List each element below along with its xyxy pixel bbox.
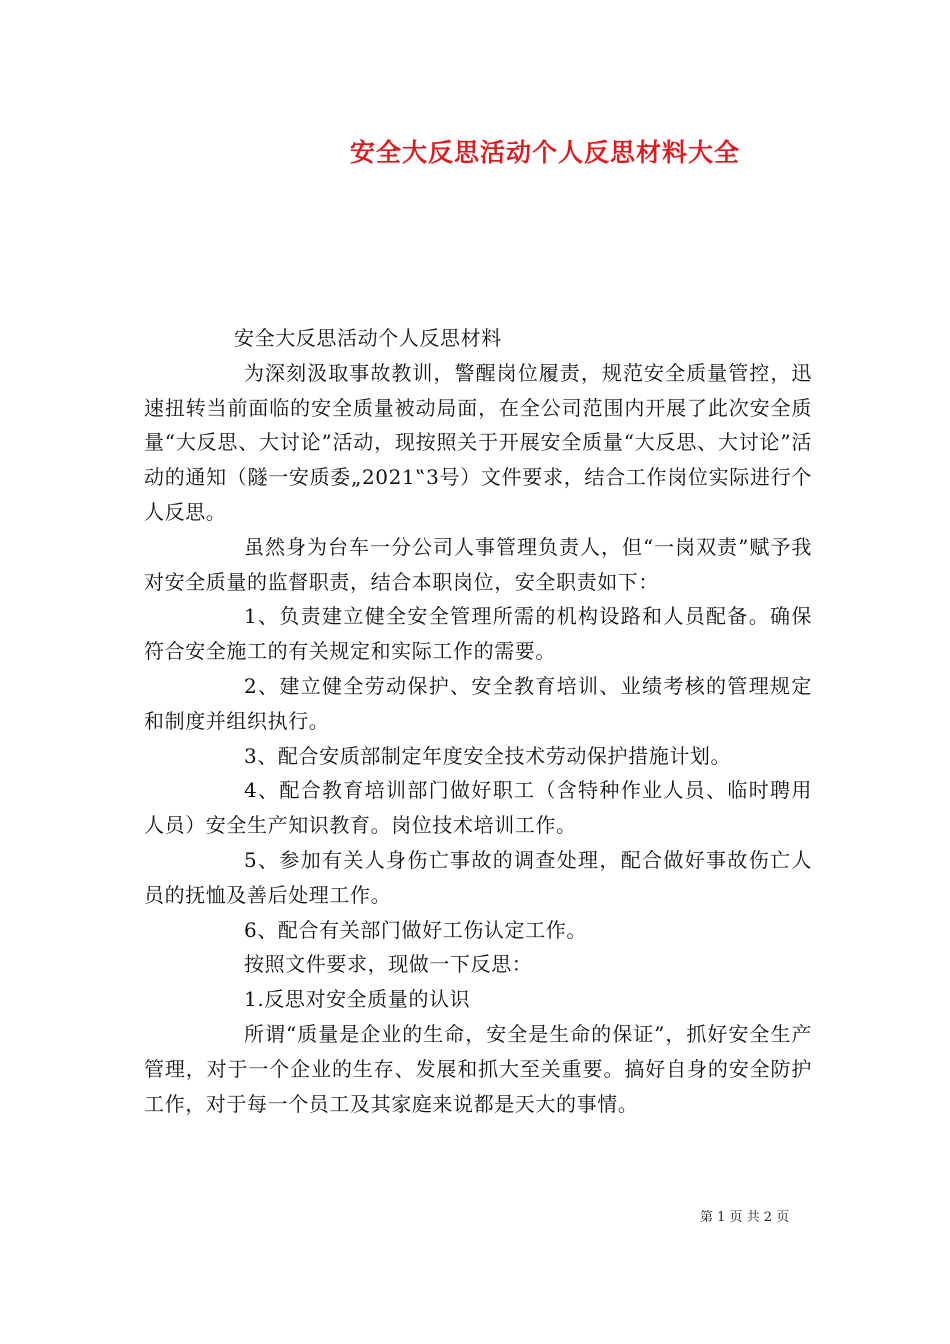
duty-item-4: 4、配合教育培训部门做好职工（含特种作业人员、临时聘用人员）安全生产知识教育。岗位技术培训工作。 <box>144 778 812 838</box>
paragraph-safety-awareness: 所谓“质量是企业的生命，安全是生命的保证”，抓好安全生产管理，对于一个企业的生存、发展和抓大至关重要。搞好自身的安全防护工作，对于每一个员工及其家庭来说都是天大的事情。 <box>144 1021 812 1116</box>
duty-item-6: 6、配合有关部门做好工伤认定工作。 <box>244 917 587 942</box>
paragraph-reflection-intro: 按照文件要求，现做一下反思： <box>244 952 533 977</box>
duty-item-2: 2、建立健全劳动保护、安全教育培训、业绩考核的管理规定和制度并组织执行。 <box>144 673 812 733</box>
paragraph-intro: 为深刻汲取事故教训，警醒岗位履责，规范安全质量管控，迅速扭转当前面临的安全质量被动局面，在全公司范围内开展了此次安全质量“大反思、大讨论”活动，现按照关于开展安全质量“大反思、大讨论”活动的通知（隧一安质委„2021‟3号）文件要求，结合工作岗位实际进行个人反思。 <box>144 360 812 524</box>
duty-item-1: 1、负责建立健全安全管理所需的机构设路和人员配备。确保符合安全施工的有关规定和实际工作的需要。 <box>144 604 812 664</box>
duty-item-5: 5、参加有关人身伤亡事故的调查处理，配合做好事故伤亡人员的抚恤及善后处理工作。 <box>144 847 812 907</box>
document-body <box>144 321 812 1121</box>
paragraph-role: 虽然身为台车一分公司人事管理负责人，但“一岗双责”赋予我对安全质量的监督职责，结合本职岗位，安全职责如下： <box>144 534 812 594</box>
duty-item-3: 3、配合安质部制定年度安全技术劳动保护措施计划。 <box>244 743 732 768</box>
section-heading-1: 1.反思对安全质量的认识 <box>244 987 471 1012</box>
document-title: 安全大反思活动个人反思材料大全 <box>349 138 740 167</box>
document-subtitle: 安全大反思活动个人反思材料 <box>234 326 502 350</box>
page-number: 第 1 页 共 2 页 <box>700 1210 790 1225</box>
